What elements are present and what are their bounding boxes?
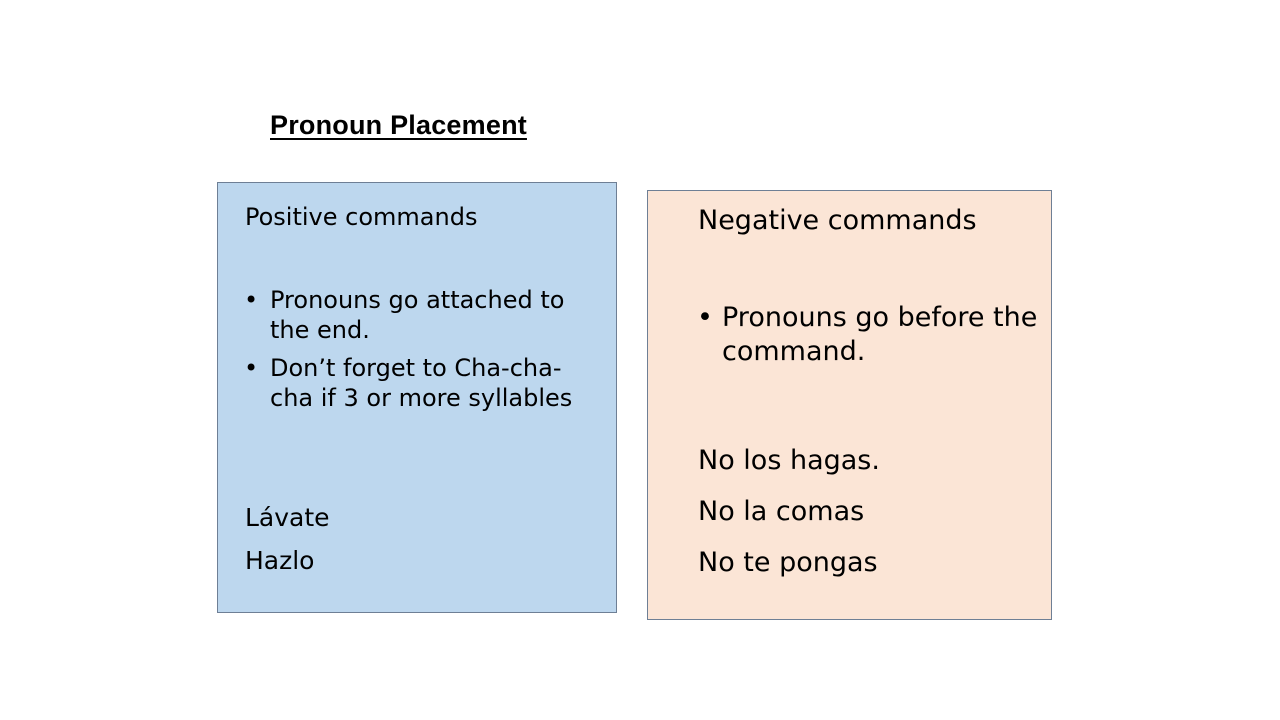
positive-commands-bullets (240, 285, 600, 421)
example-item: Lávate (245, 503, 330, 532)
example-item: No te pongas (698, 547, 878, 578)
list-item (693, 301, 1038, 369)
negative-commands-examples (698, 435, 880, 588)
bullet-text: Pronouns go attached to the end. (270, 286, 565, 344)
positive-commands-examples (245, 496, 330, 582)
negative-commands-box (647, 190, 1052, 620)
example-item: Hazlo (245, 546, 315, 575)
list-item (240, 285, 600, 345)
bullet-icon: • (244, 354, 259, 382)
positive-commands-box (217, 182, 617, 613)
slide-title: Pronoun Placement (270, 110, 527, 140)
negative-commands-bullets (693, 301, 1038, 369)
bullet-text: Don’t forget to Cha-cha-cha if 3 or more syllables (270, 354, 573, 412)
example-item: No los hagas. (698, 445, 880, 476)
bullet-text: Pronouns go before the command. (722, 302, 1038, 367)
positive-commands-heading: Positive commands (245, 203, 478, 231)
example-item: No la comas (698, 496, 865, 527)
bullet-icon: • (244, 286, 259, 314)
negative-commands-heading: Negative commands (698, 205, 977, 236)
bullet-icon: • (697, 302, 713, 333)
list-item (240, 353, 600, 413)
